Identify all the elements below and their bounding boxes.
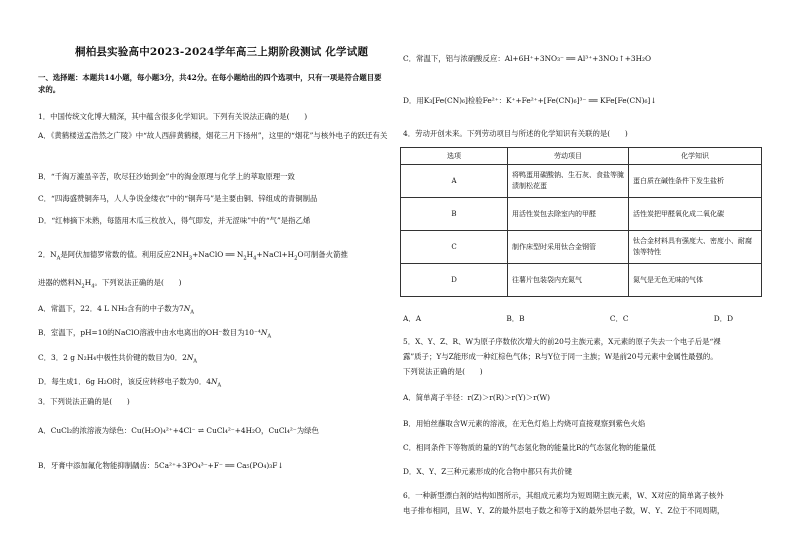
q3-option-c: C．常温下，铝与浓硝酸反应：Al+6H⁺+3NO₃⁻ ══ Al³⁺+3NO₂↑+3H₂O	[403, 54, 652, 63]
q5-option-a: A．简单离子半径：r(Z)＞r(R)＞r(Y)＞r(W)	[403, 393, 551, 402]
q6-stem-line1: 6．一种新型漂白剂的结构如图所示，其组成元素均为短周期主族元素，W、X对应的简单离子核外	[403, 491, 724, 500]
table-cell: D	[401, 264, 508, 297]
table-row	[401, 264, 762, 297]
q2-option-a: A．常温下，22．4 L NH₃含有的中子数为$7N_A$	[38, 304, 194, 316]
q5-option-c: C．相同条件下等物质的量的Y的气态氢化物的能量比R的气态氢化物的能量低	[403, 443, 656, 452]
q1-option-d: D．“红柿摘下未熟，每篮用木瓜三枚放入，得气即发，并无涩味”中的“气”是指乙烯	[38, 216, 311, 225]
q4-option-d: D．D	[713, 314, 733, 323]
section-heading: 一、选择题：本题共14小题，每小题3分，共42分。在每小题给出的四个选项中，只有一项是符合题目要求的。	[38, 73, 382, 94]
table-cell: 制作床型时采用钛合金钢管	[508, 231, 629, 264]
q4-table	[400, 147, 762, 297]
q5-option-b: B．用铂丝蘸取含W元素的溶液，在无色灯焰上灼烧可直接观察到紫色火焰	[403, 419, 646, 428]
q4-option-c: C．C	[609, 314, 629, 323]
table-cell: A	[401, 165, 508, 198]
q2-stem: 2．$N_A$是阿伏加德罗常数的值。利用反应$2NH_3+NaClO$ ══ $N_2H_4+NaCl+H_2O$可制备火箭推	[38, 250, 348, 262]
q2-option-d: D．每生成1．6g H₂O时，该反应转移电子数为0．$4N_A$	[38, 377, 222, 389]
table-cell: 钛合金材料具有强度大、密度小、耐腐蚀等特性	[629, 231, 762, 264]
q6-stem-line2: 电子排布相同，且W、Y、Z的最外层电子数之和等于X的最外层电子数，W、Y、Z位于不同周期，	[403, 506, 725, 515]
table-cell: 用活性炭包去除室内的甲醛	[508, 198, 629, 231]
q1-option-a: A．《黄鹤楼送孟浩然之广陵》中“故人西辞黄鹤楼，烟花三月下扬州”，这里的“烟花”与核外电子的跃迁有关	[38, 131, 388, 140]
q1-stem: 1．中国传统文化博大精深，其中蕴含很多化学知识。下列有关说法正确的是( )	[38, 112, 308, 121]
q2-option-b: B．室温下，pH=10的NaClO溶液中由水电离出的OH⁻数目为$10^{-4}N_A$	[38, 328, 272, 340]
table-cell: B	[401, 198, 508, 231]
table-header: 化学知识	[629, 148, 762, 165]
q5-option-d: D．X、Y、Z三种元素形成的化合物中都只有共价键	[403, 467, 573, 476]
q2-stem-cont: 进器的燃料$N_2H_4$。下列说法正确的是( )	[38, 278, 182, 290]
q5-stem-line2: 露”质子；Y与Z能形成一种红棕色气体；R与Y位于同一主族；W是前20号元素中金属性最强的。	[403, 352, 718, 361]
table-cell: 活性炭把甲醛氧化成二氧化碳	[629, 198, 762, 231]
table-row	[401, 165, 762, 198]
q4-option-a: A．A	[403, 314, 422, 323]
q4-options	[403, 313, 733, 324]
q4-stem: 4．劳动开创未来。下列劳动项目与所述的化学知识有关联的是( )	[403, 129, 628, 138]
table-header-row	[401, 148, 762, 165]
q5-stem-line3: 下列说法正确的是( )	[403, 367, 483, 376]
table-row	[401, 231, 762, 264]
q1-option-b: B．“千淘万漉虽辛苦，吹尽狂沙始到金”中的淘金原理与化学上的萃取原理一致	[38, 172, 295, 181]
exam-title: 桐柏县实验高中2023-2024学年高三上期阶段测试 化学试题	[75, 46, 369, 58]
q3-option-d: D．用K₃[Fe(CN)₆]检验Fe²⁺：K⁺+Fe²⁺+[Fe(CN)₆]³⁻ ══ KFe[Fe(CN)₆]↓	[403, 96, 657, 105]
q3-stem: 3．下列说法正确的是( )	[38, 397, 130, 406]
table-cell: 将鸭蛋用碳酸钠、生石灰、食盐等腌渍制松花蛋	[508, 165, 629, 198]
q4-option-b: B．B	[506, 314, 525, 323]
table-cell: 蛋白质在碱性条件下发生盐析	[629, 165, 762, 198]
q5-stem-line1: 5．X、Y、Z、R、W为原子序数依次增大的前20号主族元素，X元素的原子失去一个电子后是“裸	[403, 337, 721, 346]
q1-option-c: C．“四海盛赞铜奔马，人人争说金缕衣”中的“铜奔马”是主要由铜、锌组成的青铜制品	[38, 194, 318, 203]
table-cell: 往薯片包装袋内充氮气	[508, 264, 629, 297]
q3-option-b: B．牙膏中添加氟化物能抑制龋齿：5Ca²⁺+3PO₄³⁻+F⁻ ══ Ca₅(PO₄)₃F↓	[38, 461, 284, 470]
table-cell: 氮气是无色无味的气体	[629, 264, 762, 297]
q2-option-c: C．3．2 g N₂H₄中极性共价键的数目为0．$2N_A$	[38, 353, 198, 365]
table-header: 选项	[401, 148, 508, 165]
table-row	[401, 198, 762, 231]
q3-option-a: A．CuCl₂的浓溶液为绿色：Cu(H₂O)₄²⁺+4Cl⁻ ⇌ CuCl₄²⁻+4H₂O，CuCl₄²⁻为绿色	[38, 426, 319, 435]
table-cell: C	[401, 231, 508, 264]
table-header: 劳动项目	[508, 148, 629, 165]
